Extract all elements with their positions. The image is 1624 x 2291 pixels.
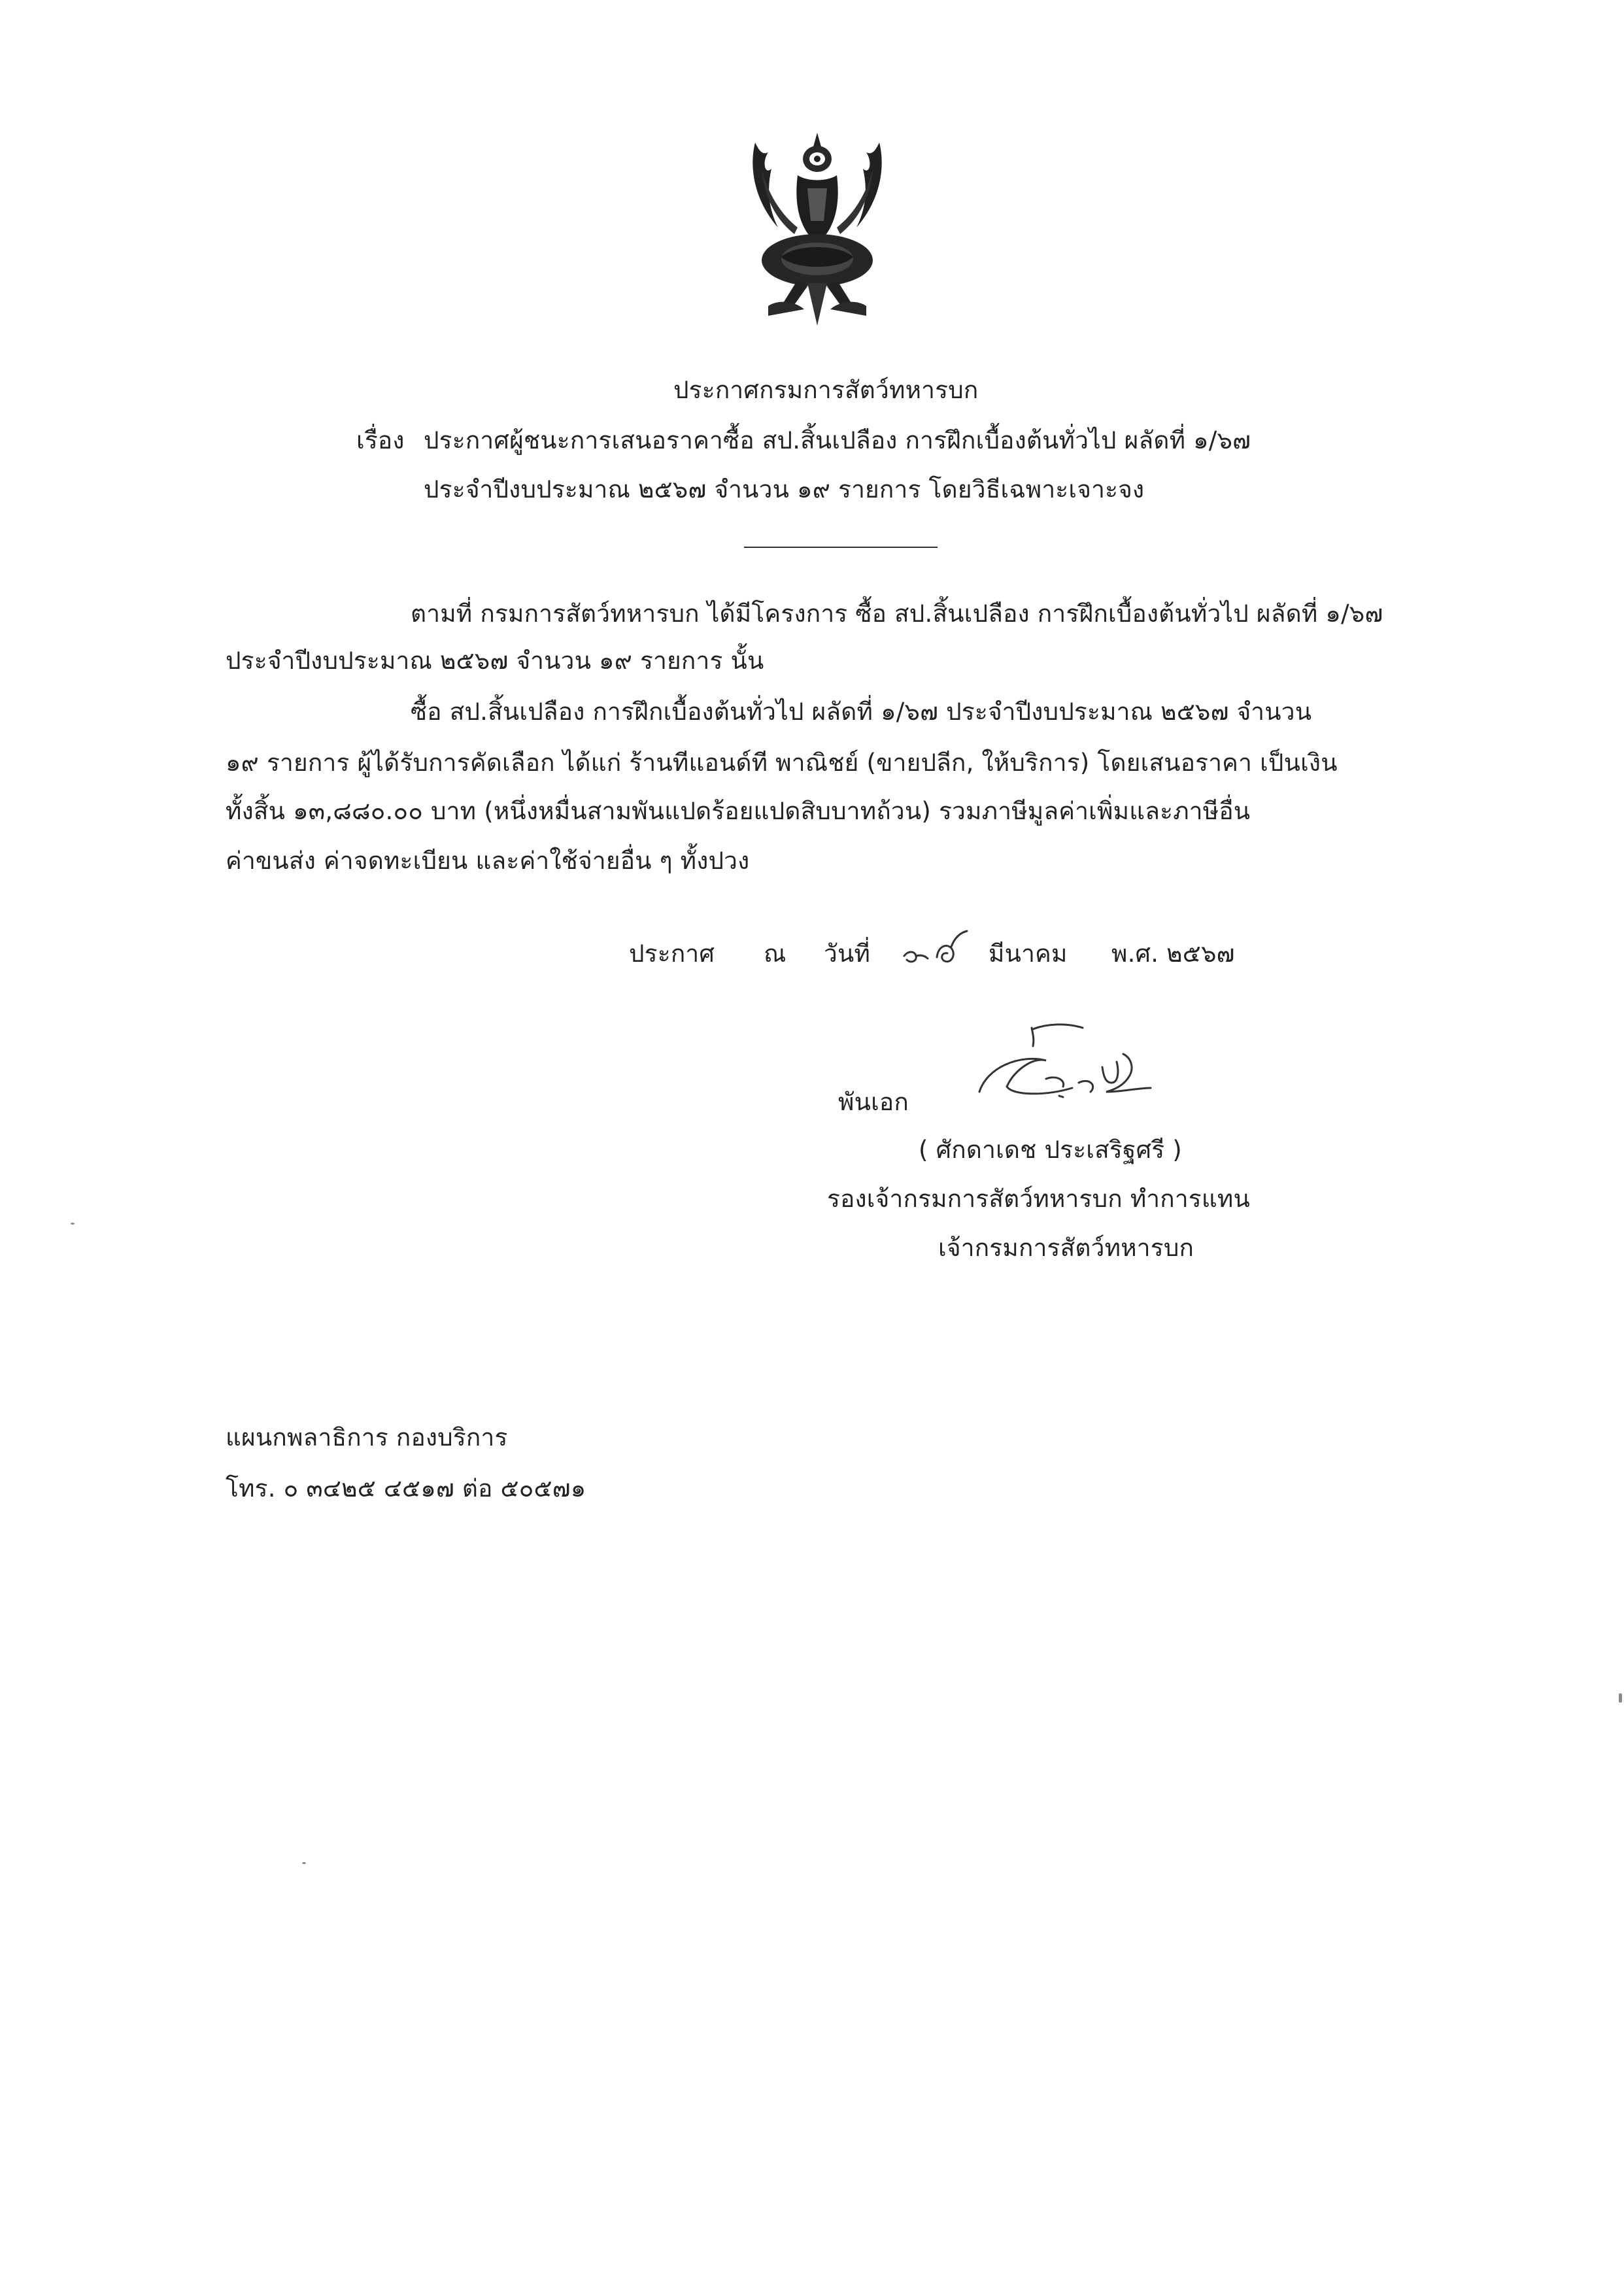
signer-name: ( ศักดาเดช ประเสริฐศรี ) bbox=[919, 1136, 1182, 1164]
scan-speck bbox=[302, 1862, 306, 1864]
at-label: ณ bbox=[764, 940, 787, 968]
year: พ.ศ. ๒๕๖๗ bbox=[1111, 940, 1235, 968]
footer-phone: โทร. ๐ ๓๔๒๕ ๔๕๑๗ ต่อ ๕๐๕๗๑ bbox=[226, 1474, 586, 1502]
paragraph-2-line-4: ค่าขนส่ง ค่าจดทะเบียน และค่าใช้จ่ายอื่น ๆ ทั้งปวง bbox=[226, 847, 750, 875]
paragraph-2-line-1: ซื้อ สป.สิ้นเปลือง การฝึกเบื้องต้นทั่วไป ผลัดที่ ๑/๖๗ ประจำปีงบประมาณ ๒๕๖๗ จำนวน bbox=[411, 698, 1312, 726]
signer-rank: พันเอก bbox=[838, 1088, 909, 1116]
paragraph-2-line-3: ทั้งสิ้น ๑๓,๘๘๐.๐๐ บาท (หนึ่งหมื่นสามพันแปดร้อยแปดสิบบาทถ้วน) รวมภาษีมูลค่าเพิ่มและภาษีอื่น bbox=[226, 797, 1251, 825]
garuda-emblem bbox=[742, 129, 892, 326]
agency-heading: ประกาศกรมการสัตว์ทหารบก bbox=[673, 376, 979, 404]
handwritten-signature bbox=[935, 1015, 1183, 1126]
scan-speck bbox=[1619, 1693, 1622, 1703]
footer-department: แผนกพลาธิการ กองบริการ bbox=[226, 1423, 508, 1451]
signer-position-line-1: รองเจ้ากรมการสัตว์ทหารบก ทำการแทน bbox=[827, 1185, 1250, 1213]
subject-label: เรื่อง bbox=[356, 426, 405, 454]
handwritten-day bbox=[899, 927, 974, 973]
month: มีนาคม bbox=[989, 940, 1068, 968]
header-divider bbox=[744, 547, 938, 548]
signer-position-line-2: เจ้ากรมการสัตว์ทหารบก bbox=[938, 1234, 1194, 1262]
date-label: วันที่ bbox=[824, 940, 871, 968]
paragraph-2-line-2: ๑๙ รายการ ผู้ได้รับการคัดเลือก ได้แก่ ร้านทีแอนด์ที พาณิชย์ (ขายปลีก, ให้บริการ) โดยเสนอราคา เป็นเงิน bbox=[226, 749, 1338, 777]
scan-speck bbox=[71, 1223, 75, 1225]
subject-line-1: ประกาศผู้ชนะการเสนอราคาซื้อ สป.สิ้นเปลือง การฝึกเบื้องต้นทั่วไป ผลัดที่ ๑/๖๗ bbox=[424, 426, 1251, 454]
paragraph-1-line-1: ตามที่ กรมการสัตว์ทหารบก ได้มีโครงการ ซื้อ สป.สิ้นเปลือง การฝึกเบื้องต้นทั่วไป ผลัดที่ ๑/๖๗ bbox=[411, 600, 1383, 628]
paragraph-1-line-2: ประจำปีงบประมาณ ๒๕๖๗ จำนวน ๑๙ รายการ นั้น bbox=[226, 647, 764, 675]
announce-label: ประกาศ bbox=[629, 940, 715, 968]
subject-line-2: ประจำปีงบประมาณ ๒๕๖๗ จำนวน ๑๙ รายการ โดยวิธีเฉพาะเจาะจง bbox=[424, 475, 1145, 503]
